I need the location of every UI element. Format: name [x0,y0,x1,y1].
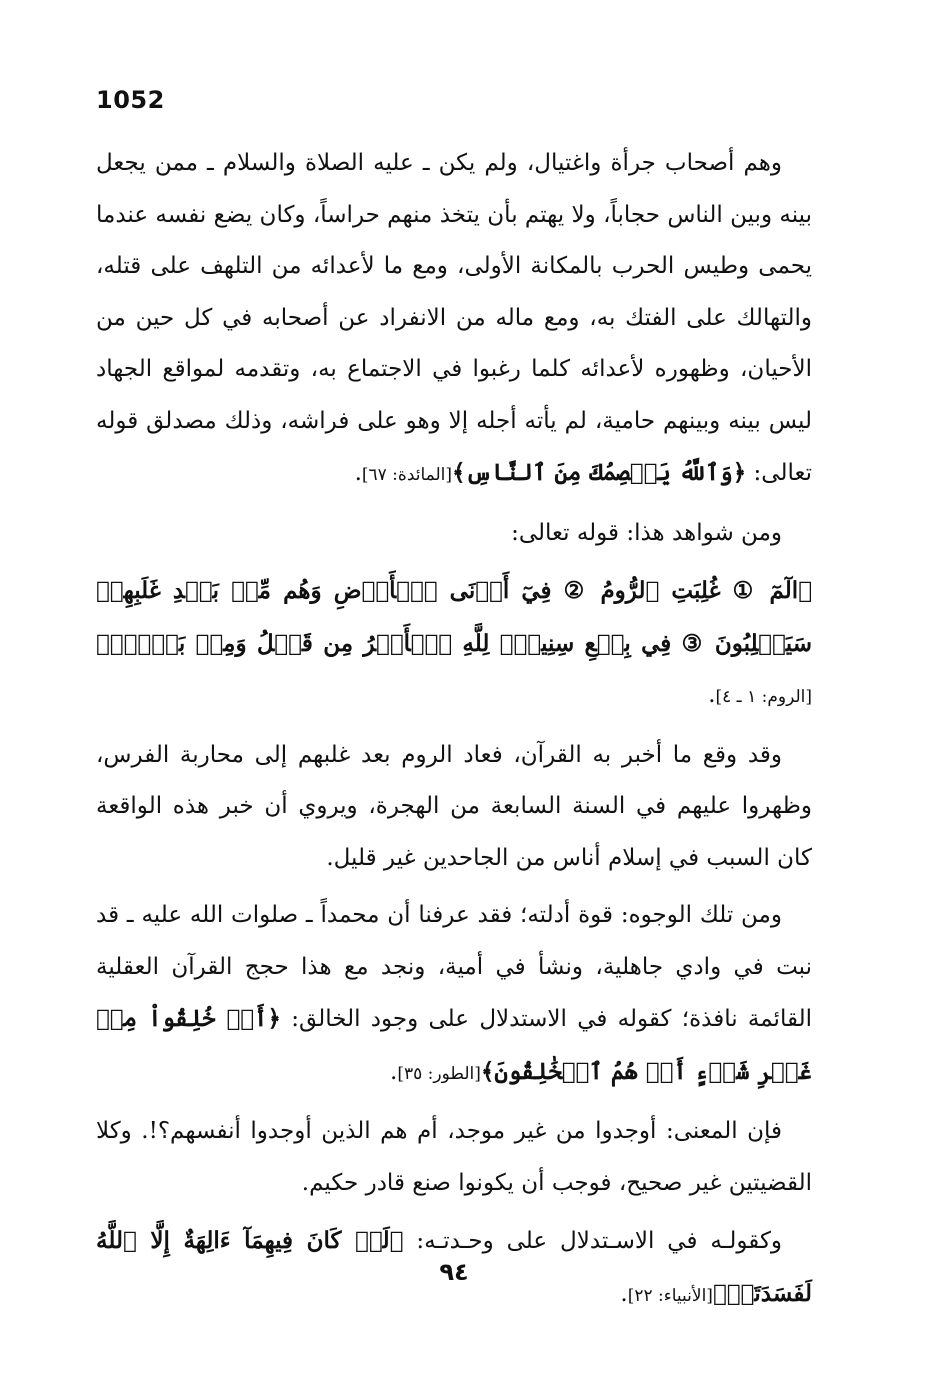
paragraph-meaning [96,1106,812,1209]
quran-verse: ﴿أَمۡ خُلِقُواْ مِنۡ غَيۡرِ شَيۡءٍ أَمۡ هُمُ ٱلۡخَٰلِقُونَ﴾ [96,1005,812,1085]
paragraph-rum-fulfilment [96,730,812,885]
quran-verse: ﴿وَٱللَّهُ يَعۡصِمُكَ مِنَ ٱلنَّاسِ﴾ [452,459,747,486]
paragraph-rum-verse [96,565,812,724]
paragraph-evidence-intro [96,508,812,560]
paragraph-text: فإن المعنى: أوجدوا من غير موجد، أم هم الذين أوجدوا أنفسهم؟!. وكلا القضيتين غير صحيح، فوجب أن يكونوا صنع قادر حكيم. [96,1118,812,1196]
paragraph-text-end: . [354,460,362,486]
quran-verse: ﴿الٓمٓ ① غُلِبَتِ ٱلرُّومُ ② فِيٓ أَدۡنَى ٱلۡأَرۡضِ وَهُم مِّنۢ بَعۡدِ غَلَبِهِمۡ سَيَغۡلِبُونَ ③ فِي بِضۡعِ سِنِينَۗ لِلَّهِ ٱلۡأَمۡرُ مِن قَبۡلُ وَمِنۢ بَعۡدُۚ﴾ [96,577,812,657]
bottom-page-number: ٩٤ [439,1258,469,1286]
document-page [96,0,812,1373]
quran-verse: ﴿لَوۡ كَانَ فِيهِمَآ ءَالِهَةٌ إِلَّا ٱللَّهُ لَفَسَدَتَاۚ﴾ [96,1227,812,1307]
paragraph-protection [96,138,812,502]
paragraph-text: وقد وقع ما أخبر به القرآن، فعاد الروم بعد غلبهم إلى محاربة الفرس، وظهروا عليهم في السنة السابعة من الهجرة، ويروي أن خبر هذه الواقعة كان السبب في إسلام أناس من الجاحدين غير قليل. [96,741,812,871]
paragraph-text: وكقولـه في الاسـتدلال على وحـدتـه: [403,1228,782,1254]
paragraph-text: ومن تلك الوجوه: قوة أدلته؛ فقد عرفنا أن محمداً ـ صلوات الله عليه ـ قد نبت في وادي جاهلية، ونشأ في أمية، ونجد مع هذا حجج القرآن العقلية القائمة نافذة؛ كقوله في الاستدلال على وجود الخالق: [96,902,812,1032]
paragraph-text: ومن شواهد هذا: قوله تعالى: [511,519,782,546]
verse-reference: [المائدة: ٦٧] [361,465,453,485]
body-text [96,138,812,1328]
paragraph-text-end: . [620,1280,628,1307]
paragraph-text: وهم أصحاب جرأة واغتيال، ولم يكن ـ عليه الصلاة والسلام ـ ممن يجعل بينه وبين الناس حجاباً، ولا يهتم بأن يتخذ منهم حراساً، وكان يضع نفسه عندما يحمى وطيس الحرب بالمكانة الأولى، ومع ما لأعدائه من التلهف على قتله، والتهالك على الفتك به، ومع ماله من الانفراد عن أصحابه في كل حين من الأحيان، وظهوره لأعدائه كلما رغبوا في الاجتماع به، وتقدمه لمواقع الجهاد ليس بينه وبينهم حامية، لم يأته أجله إلا وهو على فراشه، وذلك مصدلق قوله تعالى: [96,150,812,486]
top-page-number: 1052 [96,86,165,114]
verse-reference: [الروم: ١ ـ ٤] [715,687,812,707]
verse-reference: [الطور: ٣٥] [397,1063,481,1084]
paragraph-text-end: . [390,1058,398,1085]
verse-reference: [الأنبياء: ٢٢] [627,1285,713,1306]
paragraph-text-end: . [708,682,716,708]
paragraph-strength-of-proofs [96,890,812,1100]
